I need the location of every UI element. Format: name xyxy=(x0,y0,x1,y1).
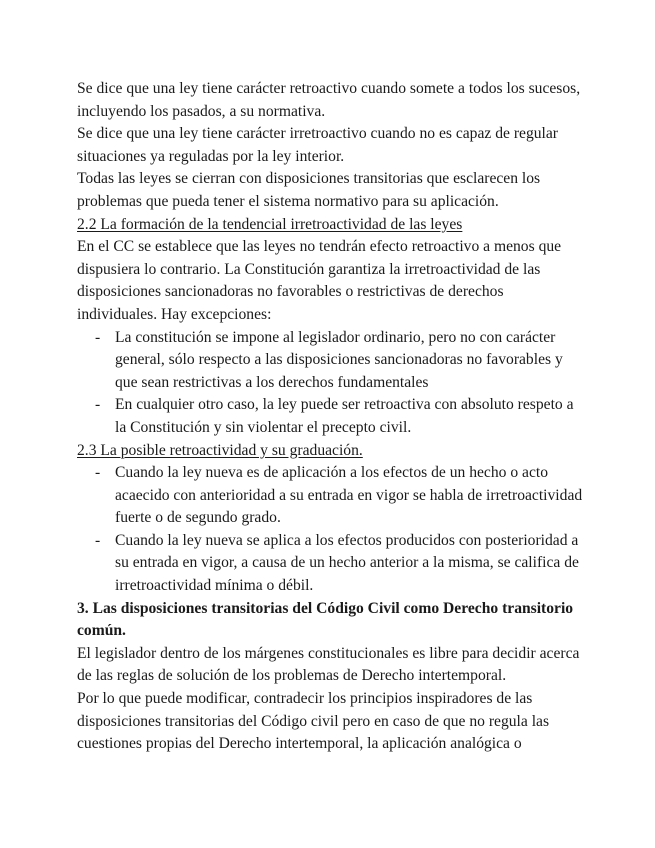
section-2-2-body: En el CC se establece que las leyes no tendrán efecto retroactivo a menos que dispusiera lo contrario. La Constitución garantiza la irretroactividad de las disposiciones sancionadoras no favorables o restrictivas de derechos individuales. Hay excepciones: xyxy=(77,238,562,323)
section-3-paragraph-legislador: El legislador dentro de los márgenes constitucionales es libre para decidir acerca de las reglas de solución de los problemas de Derecho intertemporal. xyxy=(77,644,580,685)
dash-bullet-icon: - xyxy=(95,464,101,482)
section-3-paragraph-modificar: Por lo que puede modificar, contradecir los principios inspiradores de las disposiciones transitorias del Código civil pero en caso de que no regula las cuestiones propias del Derecho intertemporal, la aplicación analógica o xyxy=(77,690,550,753)
section-2-2-heading: 2.2 La formación de la tendencial irretroactividad de las leyes xyxy=(77,215,463,233)
dash-bullet-icon: - xyxy=(95,328,101,346)
list-item xyxy=(77,394,585,439)
section-3-heading: 3. Las disposiciones transitorias del Código Civil como Derecho transitorio común. xyxy=(77,599,574,640)
section-2-3-heading: 2.3 La posible retroactividad y su graduación. xyxy=(77,441,363,459)
intro-paragraph-retroactivo: Se dice que una ley tiene carácter retroactivo cuando somete a todos los sucesos, incluyendo los pasados, a su normativa. xyxy=(77,80,581,120)
list-item-text: En cualquier otro caso, la ley puede ser retroactiva con absoluto respeto a la Constitución y sin violentar el precepto civil. xyxy=(115,396,574,436)
list-item xyxy=(77,530,585,598)
intro-paragraph-transitorias: Todas las leyes se cierran con disposiciones transitorias que esclarecen los problemas que pueda tener el sistema normativo para su aplicación. xyxy=(77,170,541,210)
list-item-text: La constitución se impone al legislador ordinario, pero no con carácter general, sólo respecto a las disposiciones sancionadoras no favorables y que sean restrictivas a los derechos fundamentales xyxy=(115,328,563,391)
list-item-text: Cuando la ley nueva se aplica a los efectos producidos con posterioridad a su entrada en vigor, a causa de un hecho anterior a la misma, se califica de irretroactividad mínima o débil. xyxy=(115,531,579,595)
list-item xyxy=(77,462,585,530)
section-2-2-list xyxy=(77,327,585,440)
section-2-3-list xyxy=(77,462,585,598)
document-page xyxy=(77,78,585,756)
intro-paragraph-irretroactivo: Se dice que una ley tiene carácter irretroactivo cuando no es capaz de regular situaciones ya reguladas por la ley interior. xyxy=(77,125,558,165)
list-item xyxy=(77,327,585,395)
list-item-text: Cuando la ley nueva es de aplicación a los efectos de un hecho o acto acaecido con anterioridad a su entrada en vigor se habla de irretroactividad fuerte o de segundo grado. xyxy=(115,464,583,527)
dash-bullet-icon: - xyxy=(95,531,101,549)
dash-bullet-icon: - xyxy=(95,396,101,414)
